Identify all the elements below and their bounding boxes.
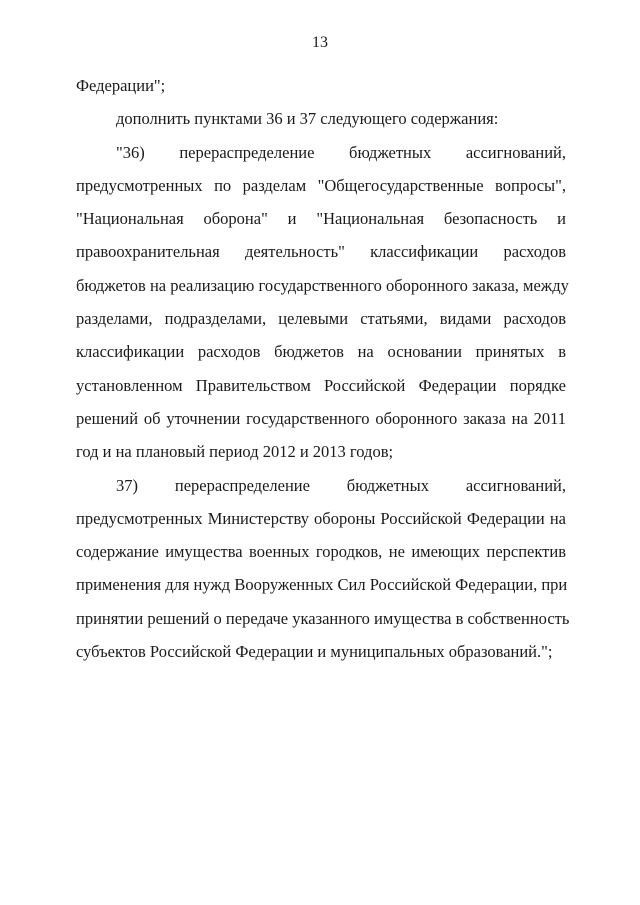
text-line: классификации расходов бюджетов на основании принятых в — [76, 342, 566, 362]
text-line: предусмотренных по разделам "Общегосударственные вопросы", — [76, 175, 566, 195]
text-line: субъектов Российской Федерации и муниципальных образований."; — [76, 642, 553, 662]
text-line: дополнить пунктами 36 и 37 следующего содержания: — [116, 109, 499, 129]
text-line: разделами, подразделами, целевыми статьями, видами расходов — [76, 309, 566, 329]
text-line: правоохранительная деятельность" классификации расходов — [76, 242, 566, 262]
text-line: 37) перераспределение бюджетных ассигнований, — [116, 475, 566, 495]
page-number: 13 — [312, 34, 328, 51]
text-line: "Национальная оборона" и "Национальная безопасность и — [76, 209, 566, 229]
text-line: установленном Правительством Российской Федерации порядке — [76, 375, 566, 395]
text-line: год и на плановый период 2012 и 2013 годов; — [76, 442, 394, 462]
text-line: Федерации"; — [76, 76, 166, 95]
text-line: предусмотренных Министерству обороны Российской Федерации на — [76, 508, 566, 528]
text-line: решений об уточнении государственного оборонного заказа на 2011 — [76, 408, 566, 428]
text-line: бюджетов на реализацию государственного оборонного заказа, между — [76, 275, 569, 295]
text-line: принятии решений о передаче указанного имущества в собственность — [76, 608, 570, 628]
text-line: применения для нужд Вооруженных Сил Российской Федерации, при — [76, 575, 568, 595]
text-line: "36) перераспределение бюджетных ассигнований, — [116, 142, 566, 162]
document-body — [76, 69, 570, 668]
text-line: содержание имущества военных городков, не имеющих перспектив — [76, 542, 566, 562]
